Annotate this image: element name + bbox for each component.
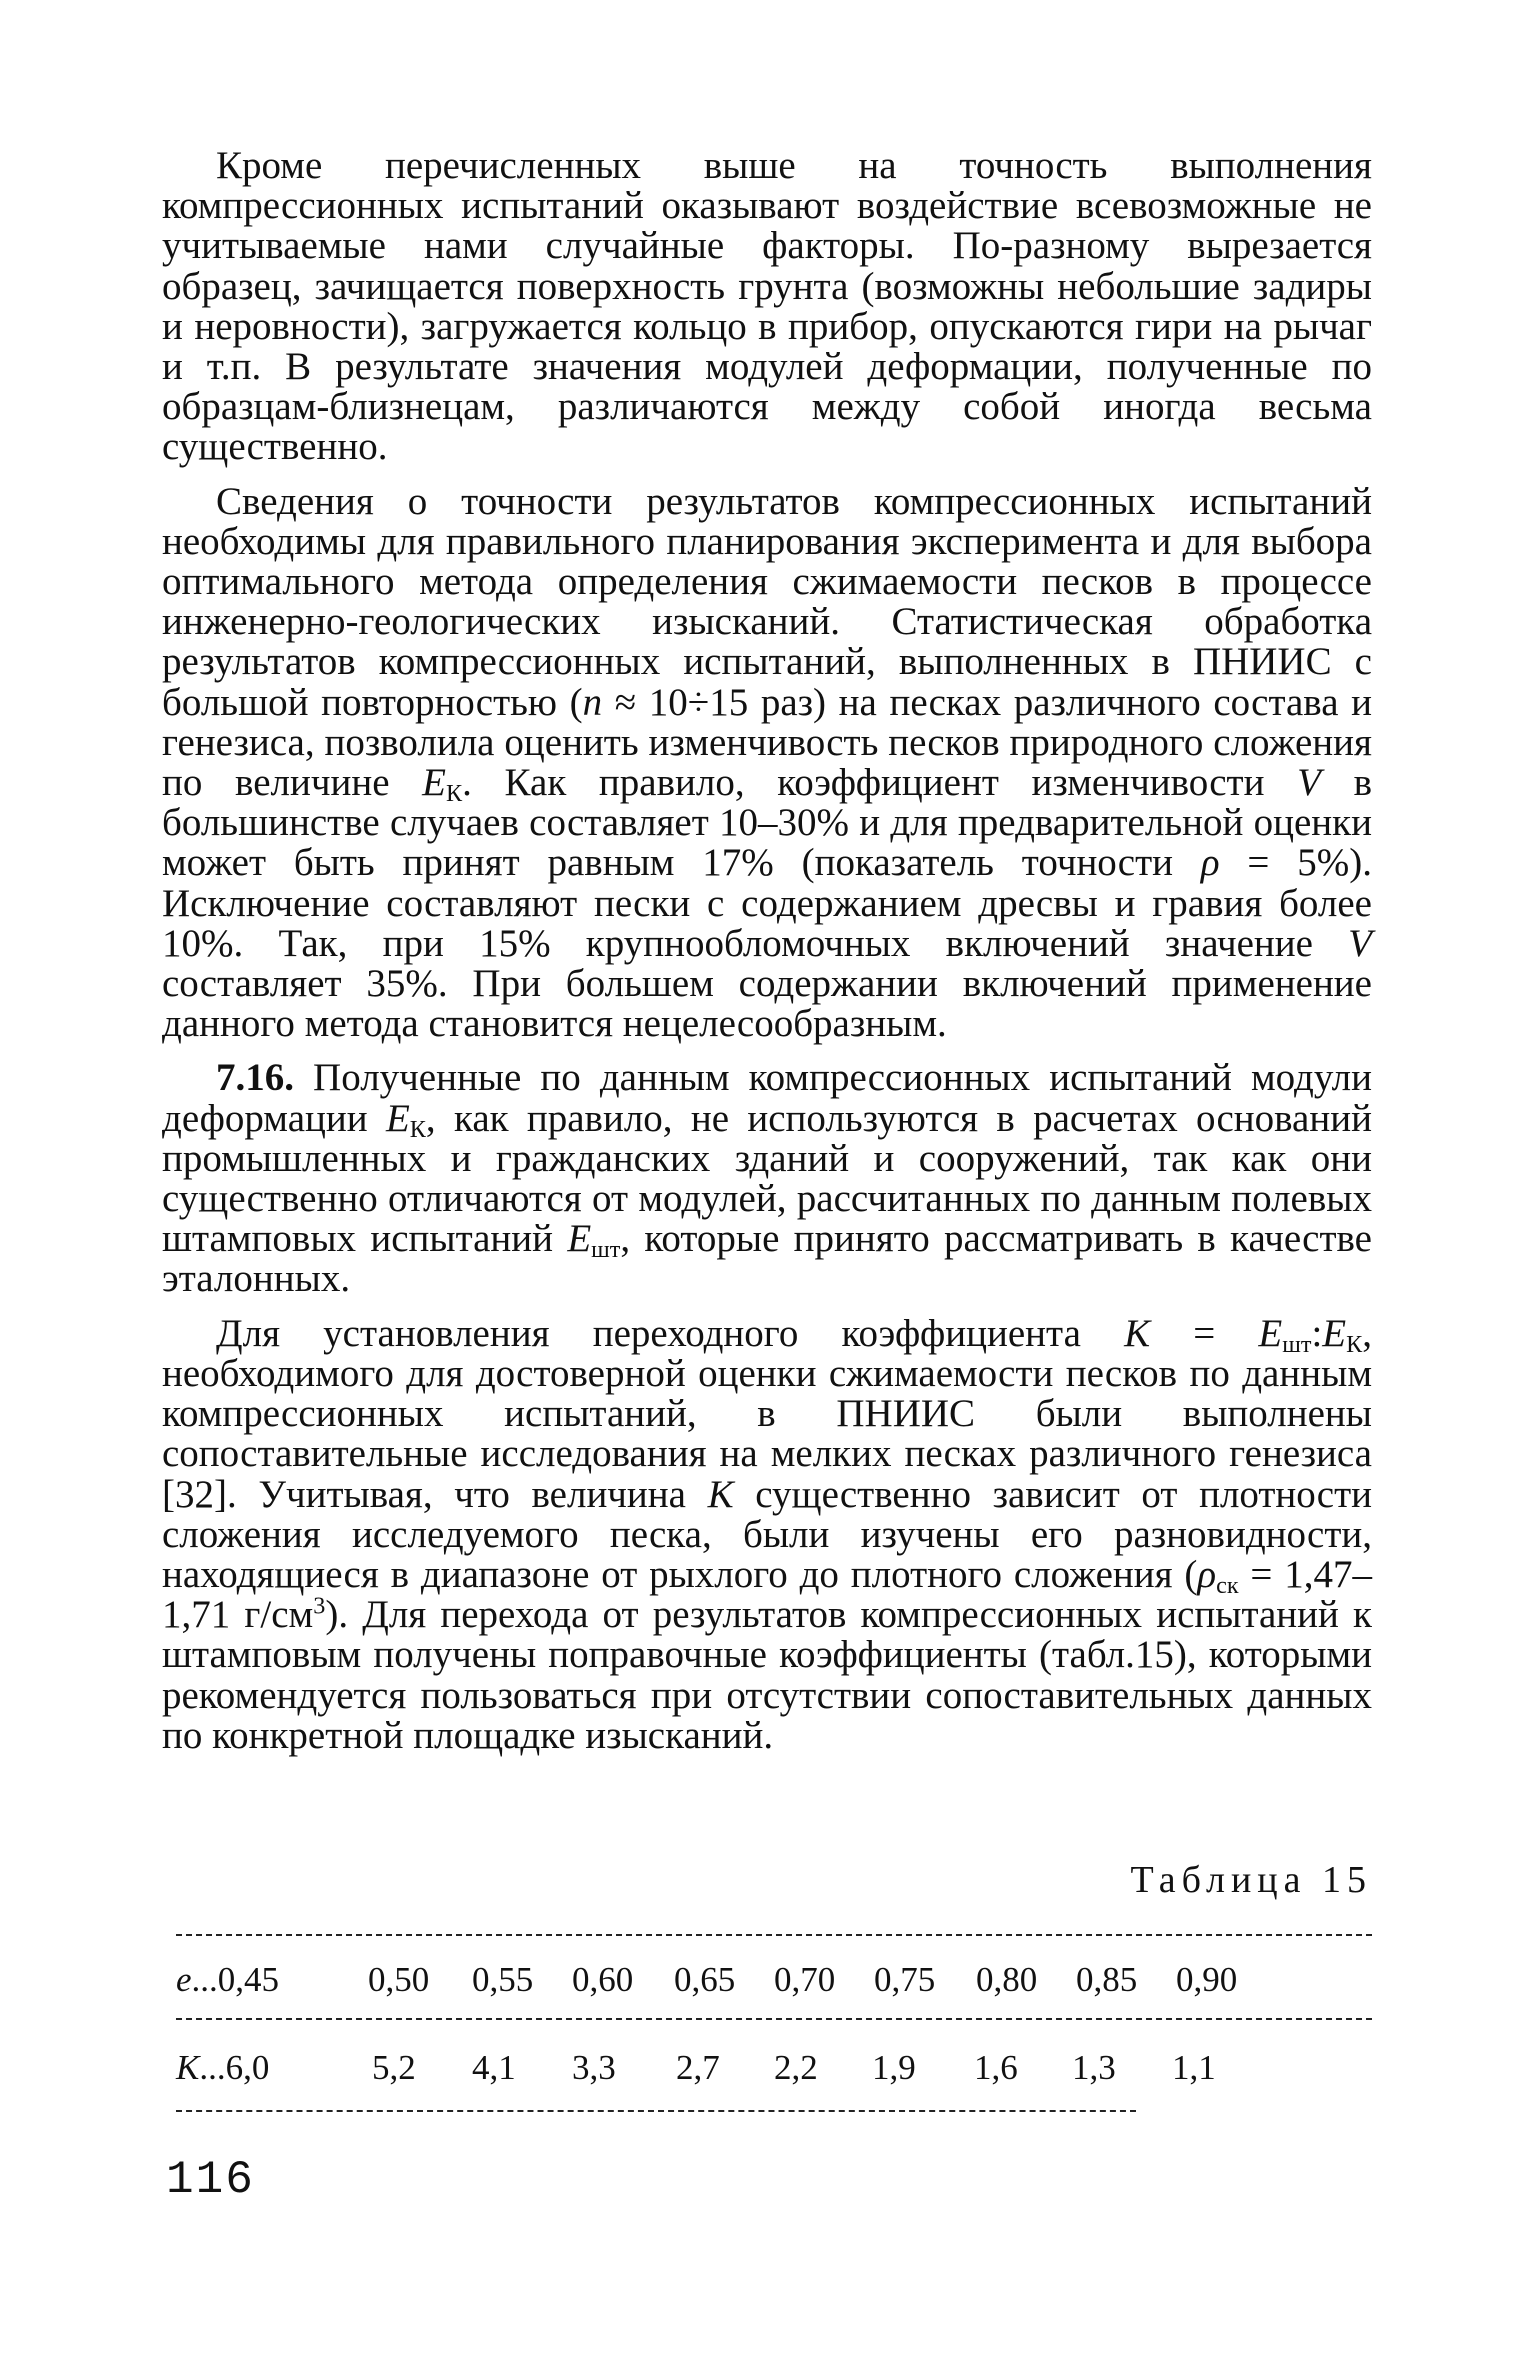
paragraph-2-text-e: = 5%). Исключение составляют пески с содержанием дресвы и гравия более 10%. Так, при 15% крупнообломочных включений значение [162, 841, 1372, 965]
symbol-v: V [1297, 761, 1321, 805]
symbol-rho: ρ [1200, 841, 1220, 885]
table-cell: 0,85 [1076, 1960, 1138, 1999]
row-k-label [176, 2046, 269, 2090]
table-cell: 0,70 [774, 1960, 836, 1999]
subscript-sk: ск [1216, 1571, 1239, 1599]
row-e-dots: ... [191, 1960, 218, 1999]
row-e-label [176, 1958, 279, 2002]
symbol-k: K [707, 1472, 734, 1516]
paragraph-4-text-a: Для установления переходного коэффициента [216, 1311, 1125, 1355]
paragraph-1 [162, 146, 1372, 468]
superscript-3: 3 [313, 1592, 326, 1620]
paragraph-3-text-a: Полученные по данным компрессионных испытаний модули деформации [162, 1056, 1372, 1140]
subscript-sht: шт [591, 1236, 621, 1264]
row-k-dots: ... [199, 2048, 226, 2087]
symbol-e: E [385, 1096, 410, 1140]
section-number: 7.16. [216, 1056, 294, 1100]
symbol-v: V [1348, 921, 1372, 965]
subscript-sht: шт [1282, 1330, 1312, 1358]
paragraph-2 [162, 479, 1372, 1046]
symbol-n: n [582, 680, 603, 724]
table-cell: 0,75 [874, 1960, 936, 1999]
table-cell: 4,1 [472, 2048, 516, 2087]
paragraph-2-text-c: . Как правило, коэффициент изменчивости [462, 761, 1298, 805]
table-cell: 1,3 [1072, 2048, 1116, 2087]
symbol-rho: ρ [1197, 1552, 1217, 1596]
ratio-colon: : [1311, 1311, 1323, 1355]
paragraph-4-text-c: , необходимого для достоверной оценки сжимаемости песков по данным компрессионных испытаний, в ПНИИС были выполнены сопоставительные исследования на мелких песках различного генезиса [32]. Учитывая, что величина [162, 1311, 1372, 1516]
row-k-symbol: K [176, 2048, 200, 2087]
paragraph-4-text-d: существенно зависит от плотности сложения исследуемого песка, были изучены его разновидности, находящиеся в диапазоне от рыхлого до плотного сложения ( [162, 1472, 1373, 1596]
table-cell: 1,9 [872, 2048, 916, 2087]
table-cell: 0,65 [674, 1960, 736, 1999]
body-text [162, 146, 1372, 1756]
symbol-k: K [1124, 1311, 1151, 1355]
table-middle-rule [176, 2018, 1372, 2020]
symbol-e: E [567, 1217, 592, 1261]
symbol-e: E [422, 761, 446, 805]
paragraph-3 [162, 1058, 1372, 1299]
subscript-k: К [446, 780, 463, 808]
table-cell: 0,50 [368, 1960, 430, 1999]
table-cell: 2,2 [774, 2048, 818, 2087]
symbol-e: E [1322, 1311, 1347, 1355]
table-top-rule [176, 1934, 1372, 1936]
paragraph-4-text-e: = 1,47–1,71 г/см [162, 1552, 1373, 1637]
table-cell: 1,6 [974, 2048, 1018, 2087]
table-cell: 5,2 [372, 2048, 416, 2087]
table-row-k [176, 2046, 1372, 2090]
table-cell: 0,90 [1176, 1960, 1238, 1999]
subscript-k: К [1346, 1330, 1363, 1358]
table-row-e [176, 1958, 1372, 2002]
table-bottom-rule [176, 2110, 1136, 2112]
table-cell: 6,0 [225, 2048, 270, 2087]
table-caption: Таблица 15 [1130, 1859, 1372, 1901]
paragraph-4 [162, 1311, 1373, 1757]
table-cell: 1,1 [1172, 2048, 1216, 2087]
paragraph-3-text-b: , как правило, не используются в расчетах оснований промышленных и гражданских зданий и сооружений, так как они существенно отличаются от модулей, рассчитанных по данным полевых штамповых испытаний [162, 1096, 1372, 1261]
paragraph-4-text-f: ). Для перехода от результатов компрессионных испытаний к штамповым получены поправочные коэффициенты (табл.15), которыми рекомендуется пользоваться при отсутствии сопоставительных данных по конкретной площадке изысканий. [162, 1593, 1372, 1757]
table-cell: 0,80 [976, 1960, 1038, 1999]
paragraph-4-equals: = [1150, 1311, 1259, 1355]
paragraph-2-text-a: Сведения о точности результатов компрессионных испытаний необходимы для правильного планирования эксперимента и для выбора оптимального метода определения сжимаемости песков в процессе инженерно-геологических изысканий. Статистическая обработка результатов компрессионных испытаний, выполненных в ПНИИС с большой повторностью ( [162, 479, 1372, 724]
paragraph-2-text-f: составляет 35%. При большем содержании включений применение данного метода становится нецелесообразным. [162, 962, 1372, 1046]
symbol-e: E [1258, 1311, 1283, 1355]
paragraph-2-text-b: ≈ 10÷15 раз) на песках различного состава и генезиса, позволила оценить изменчивость песков природного сложения по величине [162, 680, 1372, 805]
subscript-k: К [409, 1115, 426, 1143]
paragraph-2-text-d: в большинстве случаев составляет 10–30% и для предварительной оценки может быть принят равным 17% (показатель точности [162, 761, 1372, 885]
page-number: 116 [166, 2154, 255, 2206]
paragraph-3-text-c: , которые принято рассматривать в качестве эталонных. [162, 1217, 1372, 1301]
paragraph-1-text: Кроме перечисленных выше на точность выполнения компрессионных испытаний оказывают воздействие всевозможные не учитываемые нами случайные факторы. По-разному вырезается образец, зачищается поверхность грунта (возможны небольшие задиры и неровности), загружается кольцо в прибор, опускаются гири на рычаг и т.п. В результате значения модулей деформации, полученные по образцам-близнецам, различаются между собой иногда весьма существенно. [162, 144, 1372, 469]
table-cell: 0,45 [217, 1960, 280, 1999]
table-cell: 0,55 [472, 1960, 534, 1999]
table-cell: 0,60 [572, 1960, 634, 1999]
table-cell: 3,3 [572, 2048, 616, 2087]
table-cell: 2,7 [676, 2048, 720, 2087]
row-e-symbol: e [176, 1960, 192, 1999]
